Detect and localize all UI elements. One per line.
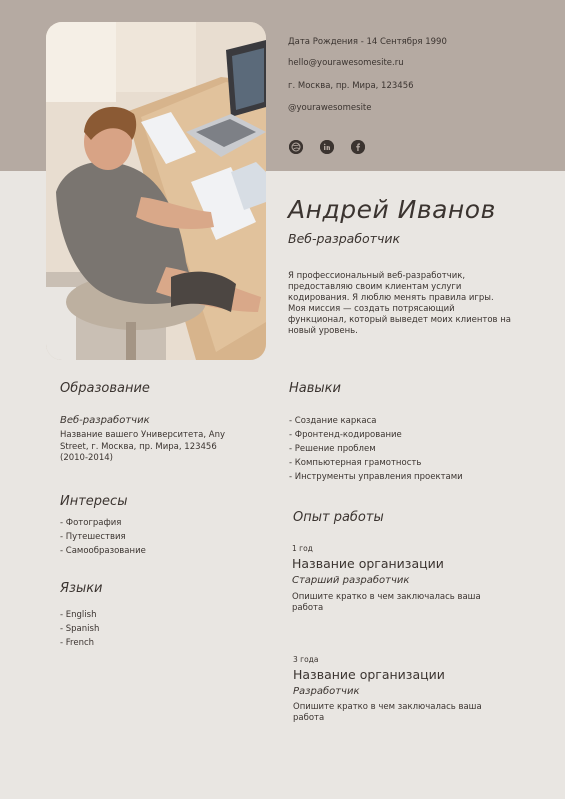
list-item: - Создание каркаса (289, 416, 377, 426)
job-duration: 1 год (292, 544, 313, 553)
profile-photo (46, 22, 266, 360)
job-position: Разработчик (293, 686, 360, 697)
list-item: - Самообразование (60, 546, 146, 556)
birth-date: Дата Рождения - 14 Сентября 1990 (288, 37, 447, 47)
experience-heading: Опыт работы (293, 510, 384, 525)
website-handle[interactable]: @yourawesomesite (288, 103, 372, 113)
job-description: Опишите кратко в чем заключалась ваша работа (292, 592, 481, 613)
list-item: - Фотография (60, 518, 122, 528)
education-details: Название вашего Университета, Any Street, г. Москва, пр. Мира, 123456 (2010-2014) (60, 430, 226, 463)
education-heading: Образование (60, 381, 150, 396)
list-item: - Фронтенд-кодирование (289, 430, 402, 440)
education-degree: Веб-разработчик (60, 415, 150, 426)
list-item: - French (60, 638, 95, 648)
job-organization: Название организации (292, 556, 444, 571)
languages-heading: Языки (60, 581, 103, 596)
dribbble-icon[interactable] (289, 140, 303, 154)
person-name: Андрей Иванов (288, 195, 496, 224)
email-link[interactable]: hello@yourawesomesite.ru (288, 58, 404, 68)
list-item: - Путешествия (60, 532, 126, 542)
list-item: - Компьютерная грамотность (289, 458, 422, 468)
job-description: Опишите кратко в чем заключалась ваша работа (293, 702, 482, 723)
skills-list (289, 414, 463, 484)
address: г. Москва, пр. Мира, 123456 (288, 81, 414, 91)
facebook-icon[interactable] (351, 140, 365, 154)
skills-heading: Навыки (289, 381, 341, 396)
list-item: - Spanish (60, 624, 100, 634)
linkedin-icon[interactable] (320, 140, 334, 154)
list-item: - Решение проблем (289, 444, 376, 454)
list-item: - English (60, 610, 97, 620)
interests-heading: Интересы (60, 494, 128, 509)
job-organization: Название организации (293, 667, 445, 682)
list-item: - Инструменты управления проектами (289, 472, 463, 482)
job-duration: 3 года (293, 655, 319, 664)
languages-list (60, 608, 99, 650)
job-position: Старший разработчик (292, 575, 410, 586)
about-text: Я профессиональный веб-разработчик, предоставляю своим клиентам услуги кодирования. Я люблю менять правила игры. Моя миссия — создать потрясающий функционал, который выведет моих клиентов на новый уровень. (288, 271, 512, 336)
person-role: Веб-разработчик (288, 231, 401, 246)
interests-list (60, 516, 146, 558)
